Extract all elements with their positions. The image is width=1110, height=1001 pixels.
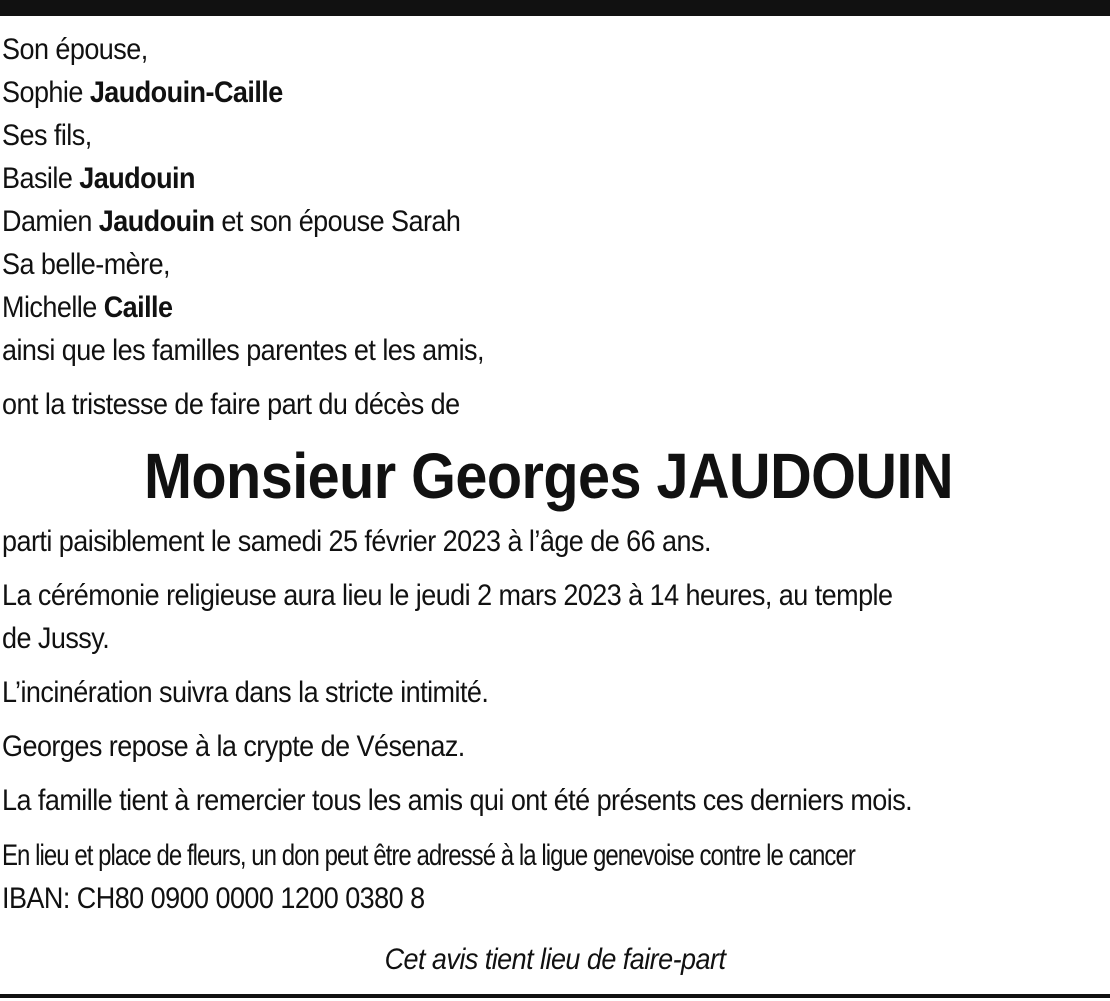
deceased-name-heading: Monsieur Georges JAUDOUIN [143, 440, 954, 512]
son-1-name [2, 157, 997, 200]
bottom-border-rule [0, 994, 1110, 998]
son-1-first-name: Basile [2, 162, 73, 195]
mother-in-law-intro: Sa belle-mère, [2, 248, 171, 281]
announcement-line: ont la tristesse de faire part du décès de [2, 388, 460, 421]
top-border-rule [0, 0, 1110, 16]
spouse-name [2, 71, 997, 114]
ceremony-line-2: de Jussy. [2, 622, 110, 655]
mother-in-law-last-name: Caille [103, 291, 173, 324]
spouse-last-name: Jaudouin-Caille [89, 76, 283, 109]
son-1-last-name: Jaudouin [79, 162, 195, 195]
son-2-name [2, 200, 997, 243]
rest-place-line: Georges repose à la crypte de Vésenaz. [2, 730, 465, 763]
son-2-first-name: Damien [2, 205, 92, 238]
sons-intro: Ses fils, [2, 119, 92, 152]
closing-note: Cet avis tient lieu de faire-part [384, 943, 726, 976]
spouse-first-name: Sophie [2, 76, 83, 109]
donation-line: En lieu et place de fleurs, un don peut être adressé à la ligue genevoise contre le cancer [2, 839, 855, 872]
passing-line: parti paisiblement le samedi 25 février 2023 à l’âge de 66 ans. [2, 525, 711, 558]
cremation-line: L’incinération suivra dans la stricte intimité. [2, 676, 489, 709]
spouse-intro: Son épouse, [2, 33, 148, 66]
son-2-suffix: et son épouse Sarah [221, 205, 461, 238]
thanks-line: La famille tient à remercier tous les amis qui ont été présents ces derniers mois. [2, 784, 913, 817]
iban-line: IBAN: CH80 0900 0000 1200 0380 8 [2, 882, 425, 915]
relatives-line: ainsi que les familles parentes et les amis, [2, 334, 484, 367]
son-2-last-name: Jaudouin [98, 205, 215, 238]
mother-in-law-name [2, 286, 997, 329]
mother-in-law-first-name: Michelle [2, 291, 97, 324]
ceremony-line-1: La cérémonie religieuse aura lieu le jeudi 2 mars 2023 à 14 heures, au temple [2, 579, 893, 612]
obituary-body [2, 28, 1107, 920]
